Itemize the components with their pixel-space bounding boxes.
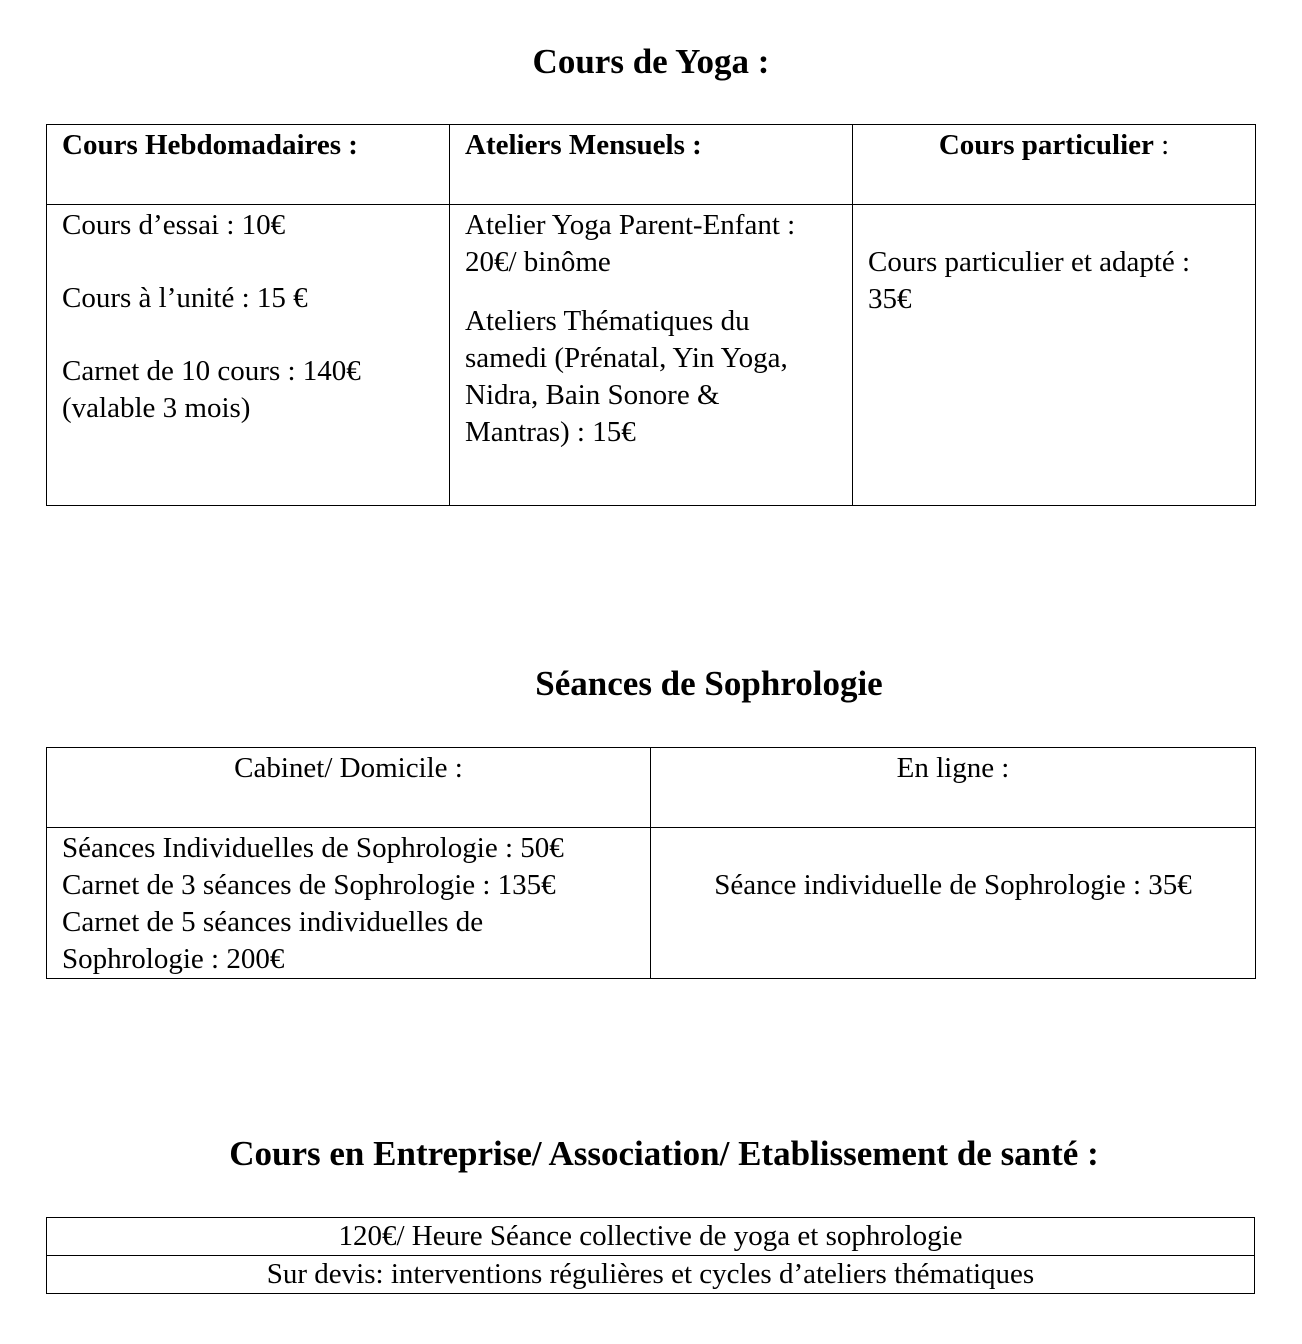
parent-child-workshop-price: 20€/ binôme bbox=[465, 246, 611, 278]
thematic-workshops-line2: samedi (Prénatal, Yin Yoga, bbox=[465, 342, 788, 374]
thematic-workshops-line1: Ateliers Thématiques du bbox=[465, 305, 750, 337]
sophrology-section-title: Séances de Sophrologie bbox=[535, 664, 883, 703]
header-office-home: Cabinet/ Domicile : bbox=[47, 748, 651, 828]
ten-class-pack-validity: (valable 3 mois) bbox=[62, 392, 251, 424]
sophrology-pricing-table bbox=[46, 747, 1256, 979]
trial-class-price: Cours d’essai : 10€ bbox=[62, 209, 286, 241]
single-class-price: Cours à l’unité : 15 € bbox=[62, 282, 308, 314]
header-private-class-label: Cours particulier bbox=[938, 129, 1154, 161]
yoga-pricing-table bbox=[46, 124, 1256, 506]
business-row bbox=[47, 1218, 1255, 1256]
yoga-section-title: Cours de Yoga : bbox=[532, 42, 770, 81]
yoga-header-row bbox=[47, 125, 1256, 205]
thematic-workshops-line3: Nidra, Bain Sonore & bbox=[465, 379, 720, 411]
private-class-cell bbox=[853, 205, 1256, 506]
yoga-body-row bbox=[47, 205, 1256, 506]
sophrology-header-row bbox=[47, 748, 1256, 828]
five-session-pack-label: Carnet de 5 séances individuelles de bbox=[62, 906, 484, 938]
office-sessions-cell bbox=[47, 828, 651, 979]
thematic-workshops-price: Mantras) : 15€ bbox=[465, 416, 636, 448]
sophrology-body-row bbox=[47, 828, 1256, 979]
monthly-workshops-cell bbox=[450, 205, 853, 506]
five-session-pack-price: Sophrologie : 200€ bbox=[62, 943, 285, 975]
private-class-price: 35€ bbox=[868, 283, 912, 315]
private-class-label: Cours particulier et adapté : bbox=[868, 246, 1191, 278]
header-private-class bbox=[853, 125, 1256, 205]
header-weekly-classes: Cours Hebdomadaires : bbox=[47, 125, 450, 205]
quote-interventions: Sur devis: interventions régulières et cycles d’ateliers thématiques bbox=[47, 1256, 1255, 1294]
online-session-price: Séance individuelle de Sophrologie : 35€ bbox=[714, 869, 1192, 901]
business-section-title: Cours en Entreprise/ Association/ Etablissement de santé : bbox=[229, 1134, 1099, 1173]
three-session-pack-price: Carnet de 3 séances de Sophrologie : 135€ bbox=[62, 869, 556, 901]
online-sessions-cell bbox=[651, 828, 1256, 979]
business-row bbox=[47, 1256, 1255, 1294]
parent-child-workshop-label: Atelier Yoga Parent-Enfant : bbox=[465, 209, 796, 241]
group-session-price: 120€/ Heure Séance collective de yoga et sophrologie bbox=[47, 1218, 1255, 1256]
weekly-classes-cell bbox=[47, 205, 450, 506]
header-private-class-colon: : bbox=[1153, 129, 1170, 161]
header-online: En ligne : bbox=[651, 748, 1256, 828]
individual-session-price: Séances Individuelles de Sophrologie : 50€ bbox=[62, 832, 564, 864]
header-monthly-workshops: Ateliers Mensuels : bbox=[450, 125, 853, 205]
business-pricing-table bbox=[46, 1217, 1255, 1294]
ten-class-pack-price: Carnet de 10 cours : 140€ bbox=[62, 355, 361, 387]
